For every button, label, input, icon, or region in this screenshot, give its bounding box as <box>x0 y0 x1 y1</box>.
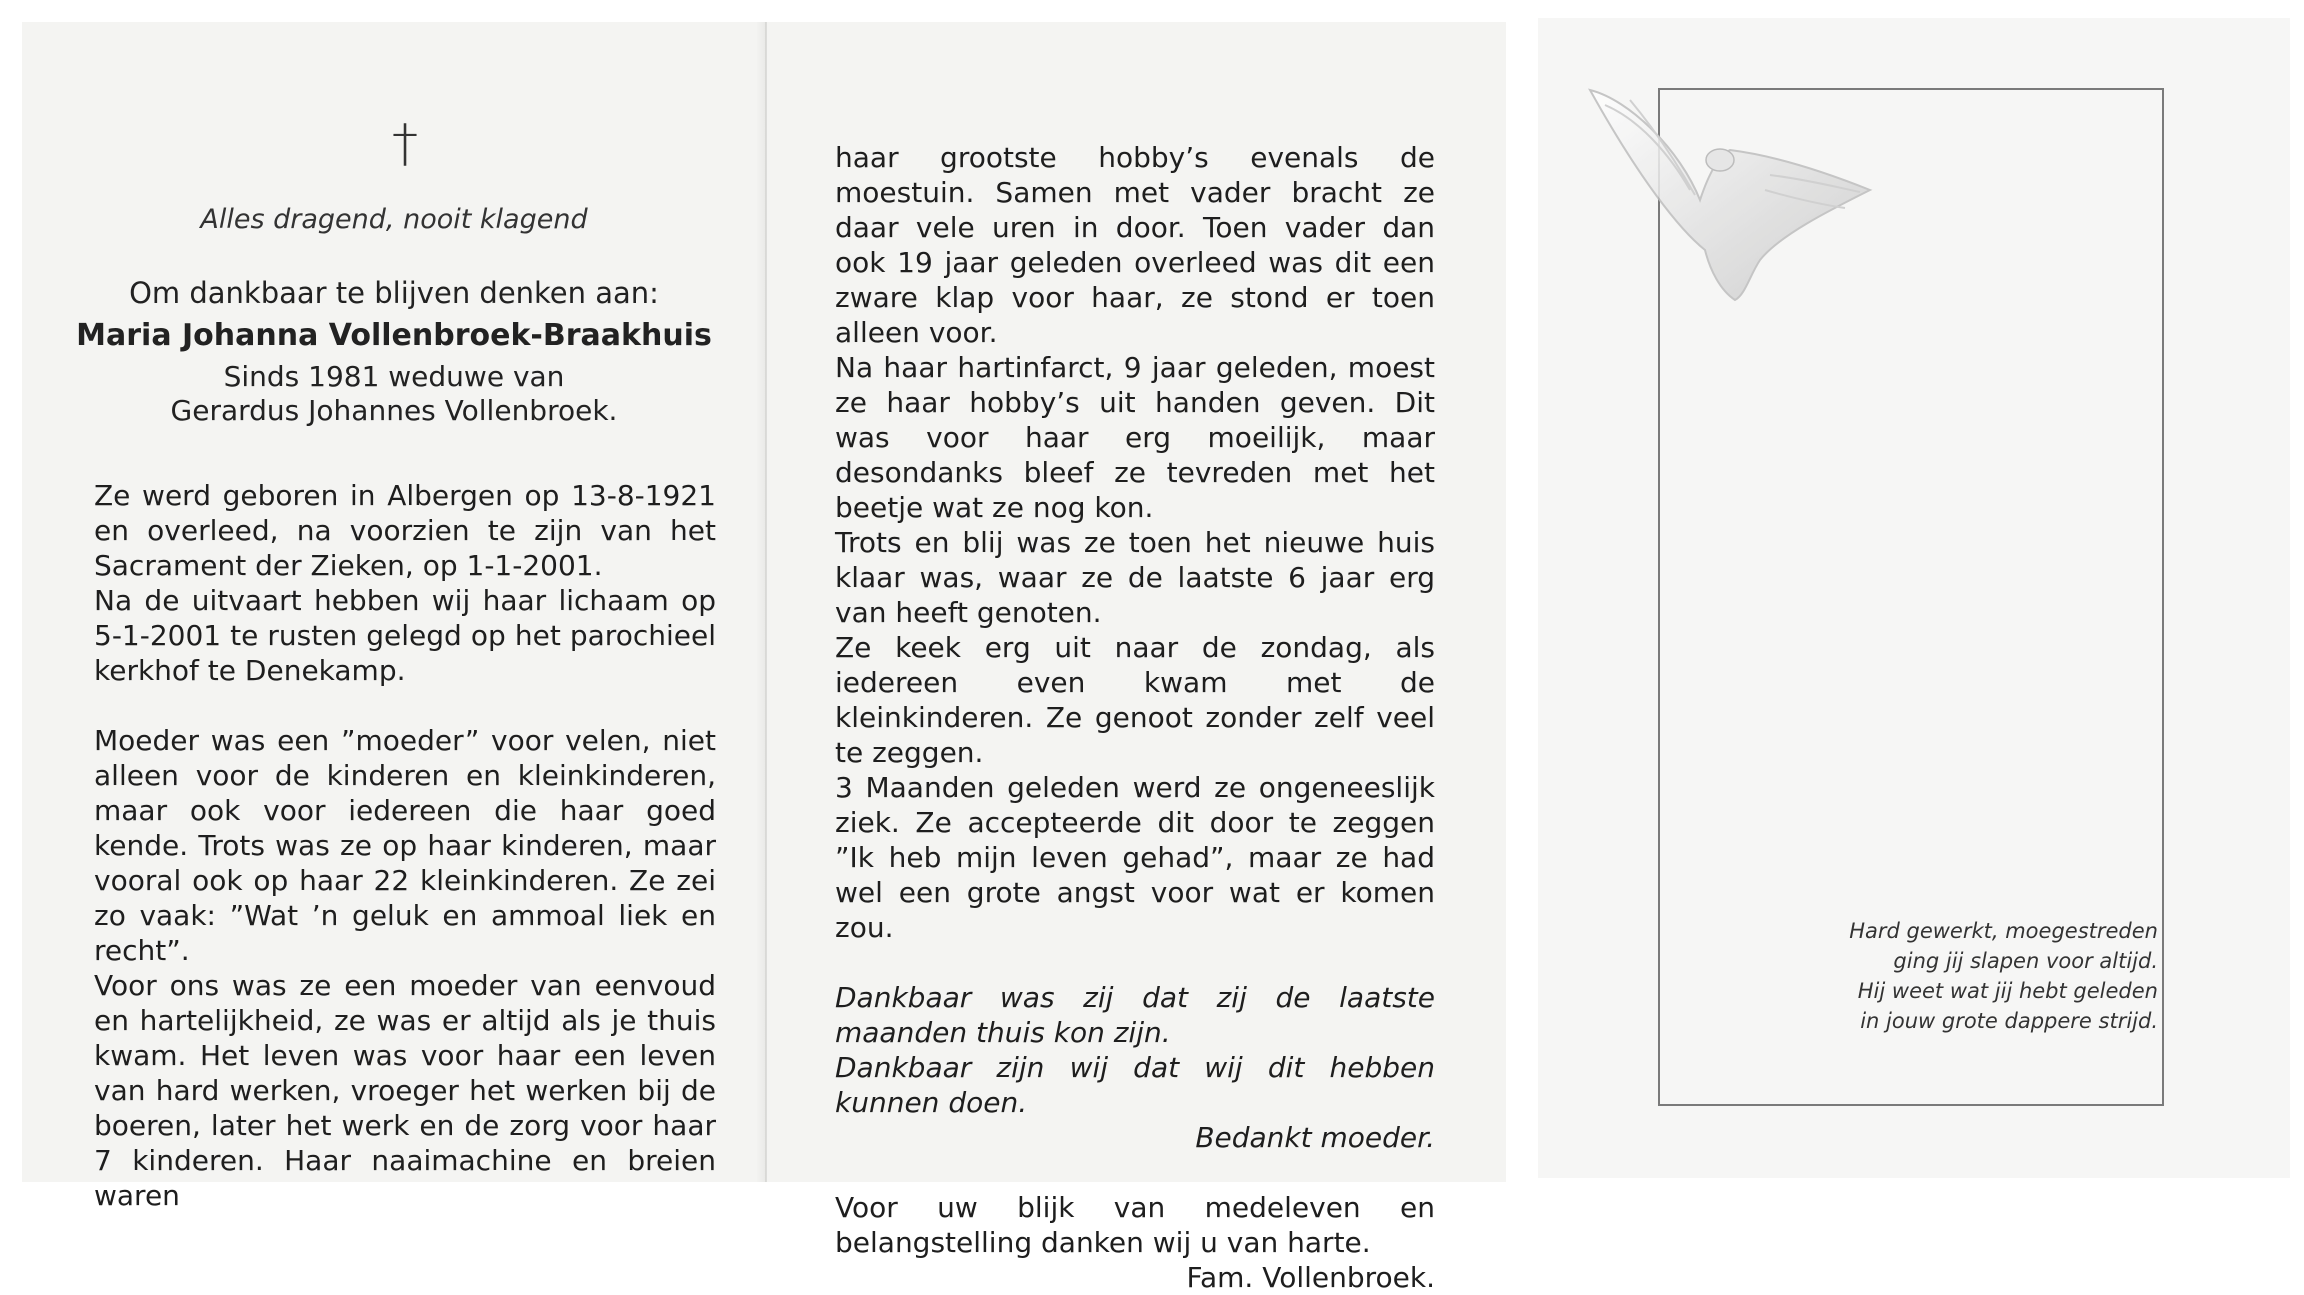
left-page <box>22 22 766 1212</box>
poem-line: in jouw grote dappere strijd. <box>1860 1009 2158 1033</box>
burial-paragraph: Na de uitvaart hebben wij haar lichaam op 5-1-2001 te rusten gelegd op het parochieel kerkhof te Denekamp. <box>94 584 716 687</box>
memorial-poem <box>1700 916 2158 1036</box>
new-house-paragraph: Trots en blij was ze toen het nieuwe huis klaar was, waar ze de laatste 6 jaar erg van heeft genoten. <box>835 526 1435 629</box>
gratitude-home: Dankbaar was zij dat zij de laatste maanden thuis kon zijn. <box>835 981 1435 1049</box>
poem-line: ging jij slapen voor altijd. <box>1893 949 2158 973</box>
illness-paragraph: 3 Maanden geleden werd ze ongeneeslijk ziek. Ze accepteerde dit door te zeggen ”Ik heb mijn leven gehad”, maar ze had wel een grote angst voor wat er komen zou. <box>835 771 1435 944</box>
intro-line: Om dankbaar te blijven denken aan: <box>129 276 659 310</box>
mother-paragraph: Moeder was een ”moeder” voor velen, niet alleen voor de kinderen en kleinkinderen, maar ook voor iedereen die haar goed kende. Trots was ze op haar kinderen, maar vooral ook op haar 22 kleinkinderen. Ze zei zo vaak: ”Wat ’n geluk en ammoal liek en recht”. <box>94 724 716 967</box>
left-body-text <box>94 478 716 1213</box>
poem-line: Hij weet wat jij hebt geleden <box>1857 979 2158 1003</box>
cross-icon: † <box>392 114 418 174</box>
dove-icon <box>1570 60 1890 310</box>
sunday-paragraph: Ze keek erg uit naar de zondag, als iedereen even kwam met de kleinkinderen. Ze genoot zonder zelf veel te zeggen. <box>835 631 1435 769</box>
birth-death-paragraph: Ze werd geboren in Albergen op 13-8-1921 en overleed, na voorzien te zijn van het Sacrament der Zieken, op 1-1-2001. <box>94 479 716 582</box>
widow-line: Sinds 1981 weduwe van <box>223 360 565 393</box>
thanks-mother: Bedankt moeder. <box>1195 1121 1435 1154</box>
middle-body-text <box>835 140 1435 1295</box>
hobby-paragraph: haar grootste hobby’s evenals de moestuin. Samen met vader bracht ze daar vele uren in door. Toen vader dan ook 19 jaar geleden overleed was dit een zware klap voor haar, ze stond er toen alleen voor. <box>835 141 1435 349</box>
middle-page <box>766 22 1506 1294</box>
poem-line: Hard gewerkt, moegestreden <box>1849 919 2158 943</box>
motto: Alles dragend, nooit klagend <box>200 204 588 235</box>
heart-attack-paragraph: Na haar hartinfarct, 9 jaar geleden, moest ze haar hobby’s uit handen geven. Dit was voor haar erg moeilijk, maar desondanks bleef ze tevreden met het beetje wat ze nog kon. <box>835 351 1435 524</box>
family-signature: Fam. Vollenbroek. <box>1186 1261 1435 1294</box>
closing-thanks: Voor uw blijk van medeleven en belangstelling danken wij u van harte. <box>835 1191 1435 1259</box>
life-paragraph: Voor ons was ze een moeder van eenvoud en hartelijkheid, ze was er altijd als je thuis kwam. Het leven was voor haar een leven van hard werken, vroeger het werken bij de boeren, later het werk en de zorg voor haar 7 kinderen. Haar naaimachine en breien waren <box>94 969 716 1212</box>
husband-line: Gerardus Johannes Vollenbroek. <box>170 394 618 427</box>
deceased-name: Maria Johanna Vollenbroek-Braakhuis <box>76 318 712 353</box>
gratitude-family: Dankbaar zijn wij dat wij dit hebben kunnen doen. <box>835 1051 1435 1119</box>
